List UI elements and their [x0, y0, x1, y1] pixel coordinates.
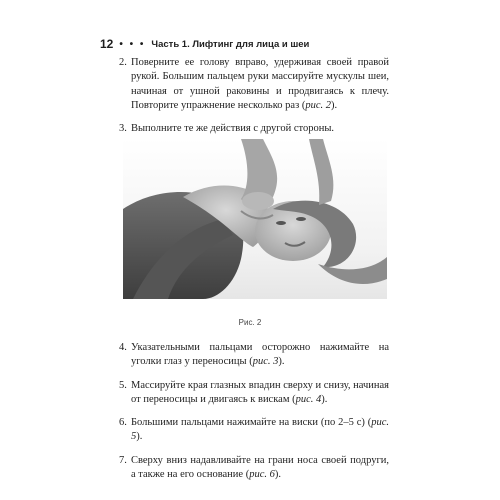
steps-list-top	[119, 56, 389, 136]
figure-reference: рис. 5	[131, 417, 389, 443]
step-text: Указательными пальцами осторожно нажимайте на уголки глаз у переносицы (рис. 3).	[131, 342, 389, 368]
figure-photo	[123, 139, 387, 299]
step-text: Поверните ее голову вправо, удерживая своей правой рукой. Большим пальцем руки массируйте мускулы шеи, начиная от ушной раковины и продвигаясь к плечу. Повторите упражнение несколько раз (рис. 2).	[131, 57, 389, 111]
chapter-title: Часть 1. Лифтинг для лица и шеи	[151, 38, 310, 50]
steps-list-bottom	[119, 341, 389, 482]
step-text: Массируйте края глазных впадин сверху и снизу, начиная от переносицы и двигаясь к вискам (рис. 4).	[131, 379, 389, 405]
figure-reference: рис. 3	[252, 356, 279, 368]
figure-caption: Рис. 2	[238, 318, 262, 327]
figure-reference: рис. 6	[249, 469, 275, 481]
massage-photo-illustration	[123, 139, 387, 299]
step-text: Выполните те же действия с другой стороны.	[131, 123, 335, 135]
step-number: 4.	[119, 342, 127, 353]
step-item	[119, 56, 389, 113]
header-dots: • • •	[119, 38, 146, 50]
step-text: Сверху вниз надавливайте на грани носа своей подруги, а также на его основание (рис. 6).	[131, 454, 389, 481]
step-number: 2.	[119, 57, 127, 68]
step-number: 7.	[119, 454, 127, 466]
step-number: 5.	[119, 379, 127, 391]
running-header	[100, 36, 309, 52]
step-item	[119, 454, 389, 483]
figure-reference: рис. 4	[295, 393, 322, 405]
step-item	[119, 416, 389, 445]
step-item	[119, 379, 389, 408]
step-number: 3.	[119, 123, 127, 135]
page-number: 12	[100, 37, 114, 51]
step-text: Большими пальцами нажимайте на виски (по 2–5 с) (рис. 5).	[131, 417, 389, 443]
figure-reference: рис. 2	[305, 99, 332, 111]
step-item	[119, 341, 389, 370]
step-item	[119, 122, 389, 136]
step-number: 6.	[119, 417, 127, 429]
